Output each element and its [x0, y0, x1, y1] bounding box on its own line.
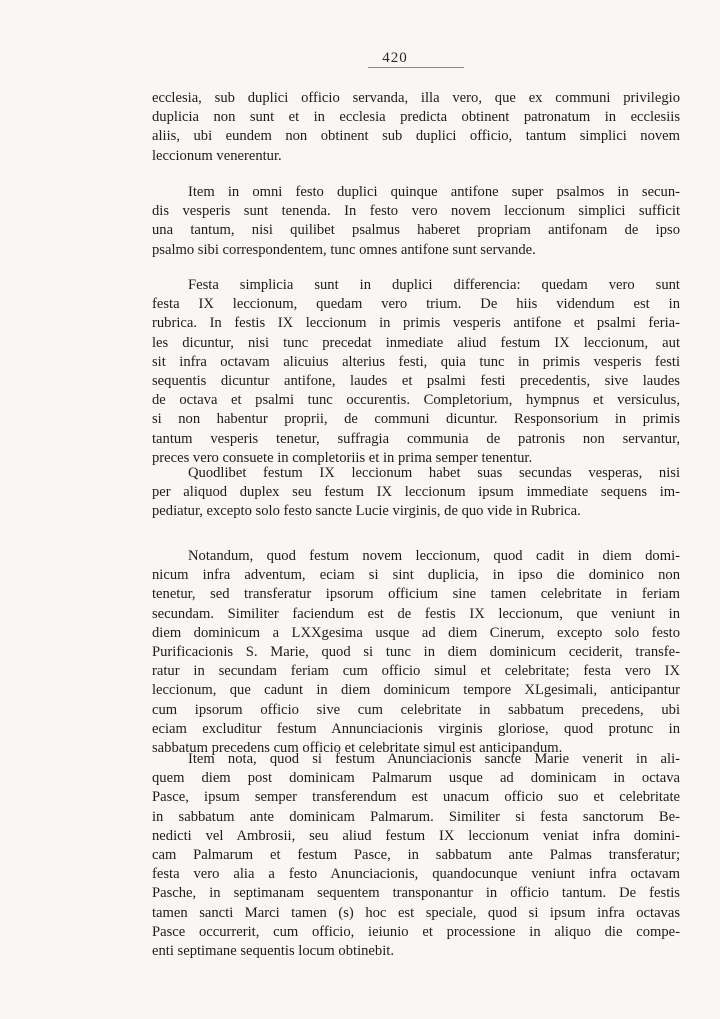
text-line: Quodlibet festum IX leccionum habet suas secundas vesperas, nisi [188, 465, 680, 481]
text-line: eciam excluditur festum Annunciacionis virginis gloriose, quod protunc in [152, 720, 680, 737]
text-line: Festa simplicia sunt in duplici differencia: quedam vero sunt [188, 277, 680, 293]
text-line: festa IX leccionum, quedam vero trium. De hiis videndum est in [152, 296, 680, 313]
text-line: una tantum, nisi quilibet psalmus haberet propriam antifonam de ipso [152, 222, 680, 239]
text-line: cam Palmarum et festum Pasce, in sabbatum ante Palmas transferatur; [152, 846, 680, 863]
paragraph [152, 276, 680, 468]
text-line: rubrica. In festis IX leccionum in primis vesperis antifone et psalmi feria- [152, 315, 680, 332]
text-line: festa vero alia a festo Anunciacionis, quandocunque veniunt infra octavam [152, 866, 680, 883]
text-line: nedicti vel Ambrosii, seu aliud festum IX leccionum veniat infra domini- [152, 827, 680, 844]
paragraph [152, 183, 680, 260]
text-line: ratur in secundam feriam cum officio simul et celebritate; festa vero IX [152, 663, 680, 680]
text-line: sit infra octavam alicuius alterius festi, quia tunc in primis vesperis festi [152, 353, 680, 370]
text-line: dis vesperis sunt tenenda. In festo vero novem leccionum simplici sufficit [152, 203, 680, 220]
text-line: Pasce occurrerit, cum officio, ieiunio et processione in aliquo die compe- [152, 923, 680, 940]
text-line: preces vero consuete in completoriis et in prima semper tenentur. [152, 449, 533, 466]
text-line: sabbatum precedens cum officio et celebritate simul est anticipandum. [152, 739, 563, 756]
text-line: enti septimane sequentis locum obtinebit. [152, 942, 394, 959]
text-line: quem diem post dominicam Palmarum usque ad dominicam in octava [152, 770, 680, 787]
paragraph [152, 464, 680, 522]
text-line: Pasche, in septimanam sequentem transponantur in officio tantum. De festis [152, 885, 680, 902]
paragraph [152, 547, 680, 758]
paragraph [152, 89, 680, 166]
text-line: Item nota, quod si festum Anunciacionis sancte Marie venerit in ali- [188, 751, 680, 767]
text-line: Item in omni festo duplici quinque antifone super psalmos in secun- [188, 184, 680, 200]
text-line: per aliquod duplex seu festum IX leccionum ipsum immediate sequens im- [152, 484, 680, 501]
text-line: de octava et psalmi tunc occurentis. Completorium, hympnus et versiculus, [152, 392, 680, 409]
text-line: Notandum, quod festum novem leccionum, quod cadit in diem domi- [188, 548, 680, 564]
page-number: 420 [382, 50, 408, 66]
text-line: cum ipsorum officio sive cum celebritate in sabbatum precedens, ubi [152, 701, 680, 718]
text-line: Pasce, ipsum semper transferendum est unacum officio suo et celebritate [152, 789, 680, 806]
text-line: leccionum, que cadunt in diem dominicum tempore XLgesimali, anticipantur [152, 682, 680, 699]
text-line: tamen sancti Marci tamen (s) hoc est speciale, quod si ipsum infra octavas [152, 904, 680, 921]
page-number-rule [368, 67, 464, 68]
text-line: secundam. Similiter faciendum est de festis IX leccionum, que veniunt in [152, 605, 680, 622]
text-line: aliis, ubi eundem non obtinent sub duplici officio, tantum simplici novem [152, 128, 680, 145]
text-line: ecclesia, sub duplici officio servanda, illa vero, que ex communi privilegio [152, 90, 680, 106]
text-line: tantum vesperis tenetur, suffragia communia de patronis non servantur, [152, 430, 680, 447]
text-line: pediatur, excepto solo festo sancte Lucie virginis, de quo vide in Rubrica. [152, 503, 581, 520]
text-line: tenetur, sed transferatur ipsorum officium sine tamen celebritate in feriam [152, 586, 680, 603]
text-line: leccionum venerentur. [152, 147, 282, 164]
text-line: si non habentur proprii, de communi dicuntur. Responsorium in primis [152, 411, 680, 428]
text-line: psalmo sibi correspondentem, tunc omnes antifone sunt servande. [152, 241, 536, 258]
text-line: les dicuntur, nisi tunc precedat inmediate aliud festum IX leccionum, aut [152, 334, 680, 351]
text-line: nicum infra adventum, eciam si sint duplicia, in ipso die dominico non [152, 567, 680, 584]
text-line: in sabbatum ante dominicam Palmarum. Similiter si festa sanctorum Be- [152, 808, 680, 825]
text-line: sequentis dicuntur antifone, laudes et psalmi festi precedentis, sive laudes [152, 372, 680, 389]
text-line: duplicia non sunt et in ecclesia predicta obtinent patronatum in ecclesiis [152, 109, 680, 126]
text-line: diem dominicum a LXXgesima usque ad diem Cinerum, excepto solo festo [152, 624, 680, 641]
paragraph [152, 750, 680, 961]
text-line: Purificacionis S. Marie, quod si tunc in diem dominicum ceciderit, transfe- [152, 643, 680, 660]
